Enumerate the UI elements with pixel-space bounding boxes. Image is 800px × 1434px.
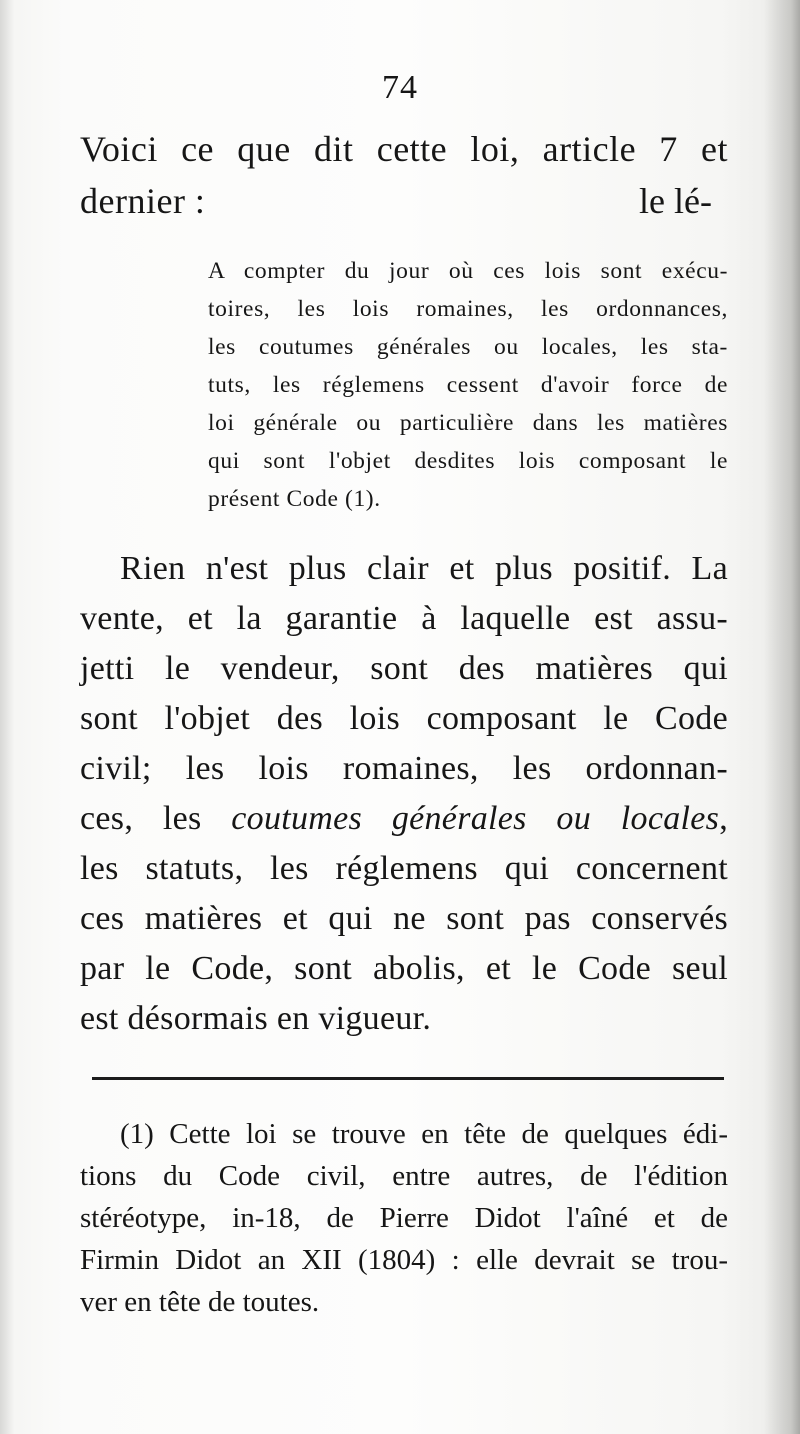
- body-text: ces, les: [80, 800, 232, 837]
- body-line: vente, et la garantie à laquelle est assu-: [80, 600, 728, 637]
- body-line: ces matières et qui ne sont pas conservés: [80, 900, 728, 937]
- intro-line-2-right: le lé-: [639, 181, 712, 221]
- footnote-rule: [92, 1077, 724, 1080]
- body-line: est désormais en vigueur.: [80, 1000, 432, 1037]
- footnote-line: tions du Code civil, entre autres, de l'édition: [80, 1160, 728, 1192]
- quote-line: A compter du jour où ces lois sont exécu-: [208, 258, 728, 284]
- body-line: par le Code, sont abolis, et le Code seul: [80, 950, 728, 987]
- body-text: ,: [719, 800, 728, 837]
- footnote-line: (1) Cette loi se trouve en tête de quelques édi-: [120, 1118, 728, 1150]
- footnote-line: Firmin Didot an XII (1804) : elle devrait se trou-: [80, 1244, 728, 1276]
- body-line: Rien n'est plus clair et plus positif. La: [120, 550, 728, 587]
- page-edge-shadow-right: [764, 0, 800, 1434]
- intro-line-2-left: dernier :: [80, 181, 206, 221]
- quote-line: loi générale ou particulière dans les matières: [208, 410, 728, 436]
- body-line-italic-phrase: [80, 800, 728, 838]
- body-line: jetti le vendeur, sont des matières qui: [80, 650, 728, 687]
- footnote-line: stéréotype, in-18, de Pierre Didot l'aîné et de: [80, 1202, 728, 1234]
- intro-line-1: Voici ce que dit cette loi, article 7 et: [80, 129, 728, 169]
- italic-phrase: coutumes générales ou locales: [231, 800, 720, 837]
- quote-line: présent Code (1).: [208, 486, 381, 512]
- body-line: sont l'objet des lois composant le Code: [80, 700, 728, 737]
- footnote-line: ver en tête de toutes.: [80, 1286, 320, 1318]
- body-line: civil; les lois romaines, les ordonnan-: [80, 750, 728, 787]
- body-line: les statuts, les réglemens qui concernent: [80, 850, 728, 887]
- page-edge-shadow-left: [0, 0, 14, 1434]
- quote-line: les coutumes générales ou locales, les sta-: [208, 334, 728, 360]
- quote-line: tuts, les réglemens cessent d'avoir force de: [208, 372, 728, 398]
- quote-line: toires, les lois romaines, les ordonnances,: [208, 296, 728, 322]
- quote-line: qui sont l'objet desdites lois composant le: [208, 448, 728, 474]
- page-number: 74: [382, 69, 418, 106]
